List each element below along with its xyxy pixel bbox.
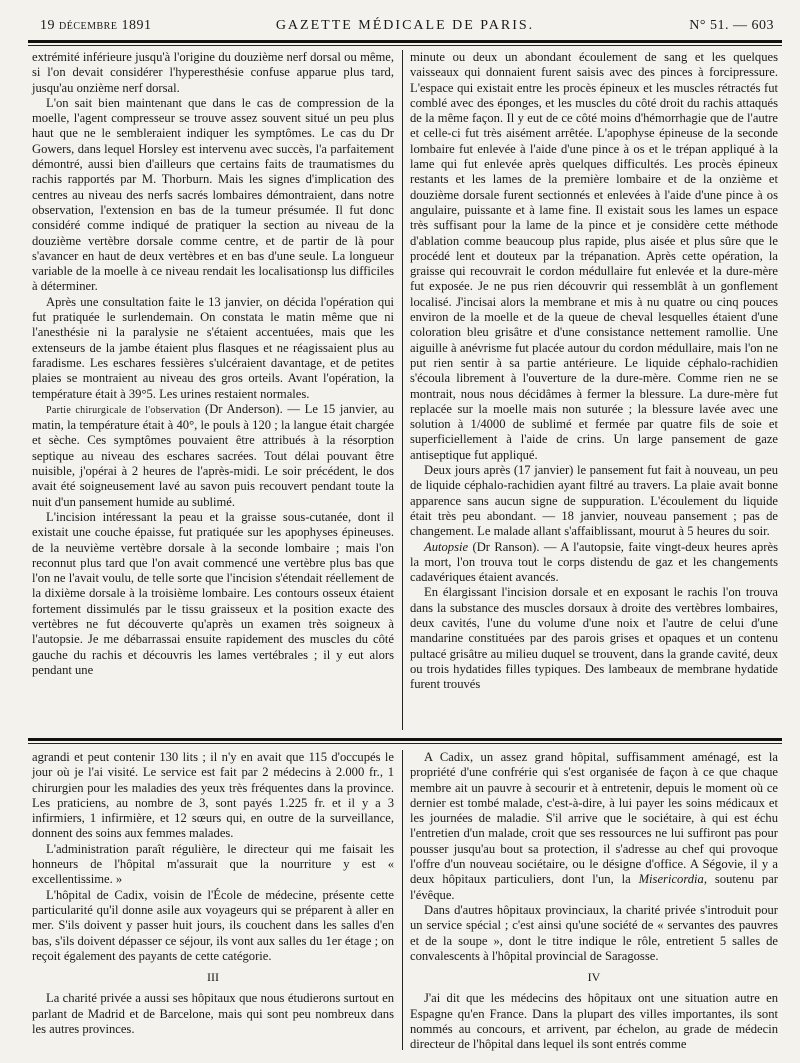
section-separator-thin: [28, 743, 782, 744]
paragraph: L'incision intéressant la peau et la graisse sous-cutanée, dont il existait une couche épaisse, fut pratiquée sur les apophyses épineuses. de la neuvième vertèbre dorsale à la seconde lombaire ; mais l'on reconnut plus tard que l'on avait commencé une vertèbre plus bas que l'on ne l'avait voulu, de telle sorte que l'incision s'étendait réellement de la dixième dorsale à la troisième lombaire. Les contours osseux étaient fortement dissimulés par le tissu graisseux et la position exacte des vertèbres ne fut découverte qu'après un examen très soigneux à l'autopsie. Je me débarrassai ensuite rapidement des muscles du côté gauche du rachis et découvris les lames vertébrales ; il y eut alors pendant une: [32, 509, 394, 677]
section-number: IV: [587, 970, 601, 985]
paragraph: Deux jours après (17 janvier) le pansement fut fait à nouveau, un peu de liquide céphalo-rachidien ayant filtré au travers. La plaie avait bonne apparence sans aucun signe de suppuration. L'écoulement du liquide était très peu abondant. — 18 janvier, nouveau pansement ; pas de changement. Le malade allant s'affaiblissant, mourut à 5 heures du soir.: [410, 463, 778, 539]
feuilleton-column-right: [410, 750, 778, 1053]
page-header: [28, 18, 782, 38]
paragraph: L'administration paraît régulière, le directeur qui me faisait les honneurs de l'hôpital m'assurait que la nourriture y est « excellentissime. »: [32, 841, 394, 887]
section-heading: Partie chirurgicale de l'observation: [46, 404, 201, 416]
section-separator: [28, 738, 782, 741]
paragraph: Dans d'autres hôpitaux provinciaux, la charité privée s'introduit pour un service spécial ; c'est ainsi qu'une société de « servantes des pauvres et de la soupe », dont le titre indique le rôle, entretient 5 salles de convalescents à l'hôpital provincial de Saragosse.: [410, 902, 778, 963]
paragraph: minute ou deux un abondant écoulement de sang et les quelques vaisseaux qui donnaient furent saisis avec des pinces à forcipressure. L'espace qui existait entre les procès épineux et les muscles rétractés fut comblé avec des éponges, et les muscles du côté droit du rachis attaqués de la même façon. Il y eut de ce côté moins d'hémorrhagie que de l'autre et celle-ci fut très aisément arrêtée. L'apophyse épineuse de la seconde lombaire fut enlevée à l'aide d'une pince à os et le trépan appliqué à la lame qui fut enlevée après quelques difficultés. Les procès épineux restants et les lames de la première lombaire et de la onzième et douzième dorsale furent sectionnés et enlevées à l'aide d'une pince à os angulaire, puissante et à lame fine. Il existait sous les lames un espace très suffisant pour la lame de la pince et je considère cette méthode d'ablation comme beaucoup plus rapide, plus aisée et plus sûre que le procédé lent et douteux par la trépanation. Après cette opération, la graisse qui recouvrait le cordon médullaire fut enlevée et la dure-mère fut exposée. Je ne pus rien découvrir qui ressemblât à un gonflement localisé. J'incisai alors la membrane et mis à nu quatre ou cinq pouces environ de la moelle et de la queue de cheval lesquelles étaient d'une coloration bleu grisâtre et d'une consistance nettement ramollie. Une aiguille à anévrisme fut placée autour du cordon médullaire, mais l'on ne put rien sentir à sa partie antérieure. Le liquide céphalo-rachidien s'écoula librement à l'ouverture de la dure-mère. Comme rien ne se montrait, nous nous décidâmes à fermer la blessure. La dure-mère fut replacée sur la moelle mais non suturée ; la blessure lavée avec une solution à 1/4000 de sublimé et fermée par quatre fils de soie et superficiellement à l'aide de crins. Un large pansement de gaze antiseptique fut appliqué.: [410, 50, 778, 462]
paragraph: L'hôpital de Cadix, voisin de l'École de médecine, présente cette particularité qu'il donne asile aux voyageurs qui se préparent à aller en mer. S'ils doivent y passer huit jours, ils couchent dans les salles d'en bas, s'ils doivent dépasser ce séjour, ils vont aux salles du 1er étage ; on reçoit également des payants de cette catégorie.: [32, 887, 394, 963]
paragraph: [410, 750, 778, 903]
paragraph: En élargissant l'incision dorsale et en exposant le rachis l'on trouva dans la substance des muscles dorsaux à droite des vertèbres lombaires, deux cavités, l'une du volume d'une noix et l'autre de celui d'une mandarine constituées par des parois grises et opaques et un contenu pultacé grisâtre au milieu duquel se trouvent, dans la grande cavité, deux ou trois hydatides filles typiques. Des lambeaux de membrane hydatide furent trouvés: [410, 585, 778, 692]
author-credit: (Dr Anderson). —: [200, 401, 305, 416]
paragraph: [410, 540, 778, 586]
paragraph: La charité privée a aussi ses hôpitaux que nous étudierons surtout en parlant de Madrid et de Barcelone, mais qui sont peu nombreux dans les autres provinces.: [32, 991, 394, 1037]
article-column-right: [410, 50, 778, 692]
paragraph: extrémité inférieure jusqu'à l'origine du douzième nerf dorsal ou même, si l'on devait considérer l'hyperesthésie confuse apparue plus tard, jusqu'au onzième nerf dorsal.: [32, 50, 394, 95]
paragraph: Après une consultation faite le 13 janvier, on décida l'opération qui fut pratiquée le surlendemain. On constata le matin même que ni l'anesthésie ni la paralysie ne s'étaient accentuées, mais que les extenseurs de la jambe étaient plus flasques et ne réagissaient plus au faradisme. Les eschares fessières s'ulcéraient davantage, et de petites plaies se montraient au niveau des gros orteils. Avant l'opération, la température était à 39°5. Les urines restaient normales.: [32, 294, 394, 401]
paragraph: [32, 402, 394, 510]
header-rule: [28, 40, 782, 43]
header-rule-thin: [28, 45, 782, 46]
article-column-left: [32, 50, 394, 678]
issue-page-number: N° 51. — 603: [689, 18, 774, 33]
date-day: 19: [40, 18, 55, 33]
author-credit: (Dr Ranson). —: [468, 539, 561, 554]
column-divider: [402, 750, 403, 1050]
paragraph-text: A l'autopsie, faite vingt-deux heures après la mort, l'on trouva tout le corps distendu de gaz et les changements cadavériques étaient avancés.: [410, 539, 778, 585]
feuilleton-column-left: [32, 750, 394, 1037]
column-divider: [402, 50, 403, 730]
paragraph: J'ai dit que les médecins des hôpitaux ont une situation autre en Espagne qu'en France. Dans la plupart des villes importantes, ils sont nommés au concours, et arrivent, par échelon, au grade de médecin directeur de l'hôpital dans lequel ils sont entrés comme: [410, 991, 778, 1052]
paragraph-text: Le 15 janvier, au matin, la température était à 40°, le pouls à 120 ; la langue était chargée et sèche. Ces symptômes pouvaient être attribués à la résorption septique au niveau des eschares sacrées. Tout délai pouvant être nuisible, j'opérai à 2 heures de l'après-midi. Le soir précédent, le dos avait été soigneusement lavé au savon puis recouvert pendant toute la nuit d'un pansement humide au sublimé.: [32, 401, 394, 509]
journal-title: GAZETTE MÉDICALE DE PARIS.: [275, 18, 535, 33]
date-year: 1891: [121, 18, 152, 33]
paragraph-text: , soutenu par l'évêque.: [410, 872, 778, 902]
hospital-name: Misericordia: [638, 872, 704, 887]
date-month: DÉCEMBRE: [59, 21, 118, 32]
section-heading: Autopsie: [424, 539, 469, 554]
section-number: III: [207, 970, 219, 985]
paragraph-text: A Cadix, un assez grand hôpital, suffisamment aménagé, est la propriété d'une confrérie qui s'est organisée de façon à ce que chaque membre ait un pauvre à secourir et à entretenir, depuis le moment où ce dernier est tombé malade, c'est-à-dire, à lui payer les soins médicaux et les journées de maladie. S'il arrive que le sociétaire, à qui est échu l'entretien d'un malade, croit que ses ressources ne lui suffiront pas pour pousser jusqu'au bout sa protection, il s'adresse au chef qui provoque l'offre d'un nouveau sociétaire, ou le désigne d'office. A Ségovie, il y a deux hôpitaux particuliers, dont l'un, la: [410, 750, 778, 887]
paragraph: agrandi et peut contenir 130 lits ; il n'y en avait que 115 d'occupés le jour où je l'ai visité. Le service est fait par 2 médecins à 2.000 fr., 1 chirurgien pour les maladies des yeux très fréquentes dans la province. Les praticiens, au nombre de 3, sont payés 1.225 fr. et il y a 3 infirmiers, 1 infirmière, et 12 sœurs qui, en outre de la surveillance, donnent des soins aux femmes malades.: [32, 750, 394, 841]
paragraph: L'on sait bien maintenant que dans le cas de compression de la moelle, l'agent compresseur se trouve assez souvent situé un peu plus haut que ne le sembleraient indiquer les symptômes. Le cas du Dr Gowers, dans lequel Horsley est intervenu avec succès, l'a parfaitement démontré, aussi bien d'ailleurs que certains faits de traumatismes du rachis rapportés par M. Thorburn. Mais les signes d'implication des centres au niveau des nerfs sacrés lombaires démontraient, dans notre observation, l'extension en bas de la tumeur présumée. Il fut donc considéré comme indiqué de pratiquer la section au niveau de la douzième vertèbre dorsale comme centre, et de partir de là pour s'avancer en haut de deux vertèbres et en bas d'une seule. La longueur variable de la moelle à ce niveau rendait les localisationsp lus difficiles à déterminer.: [32, 95, 394, 294]
